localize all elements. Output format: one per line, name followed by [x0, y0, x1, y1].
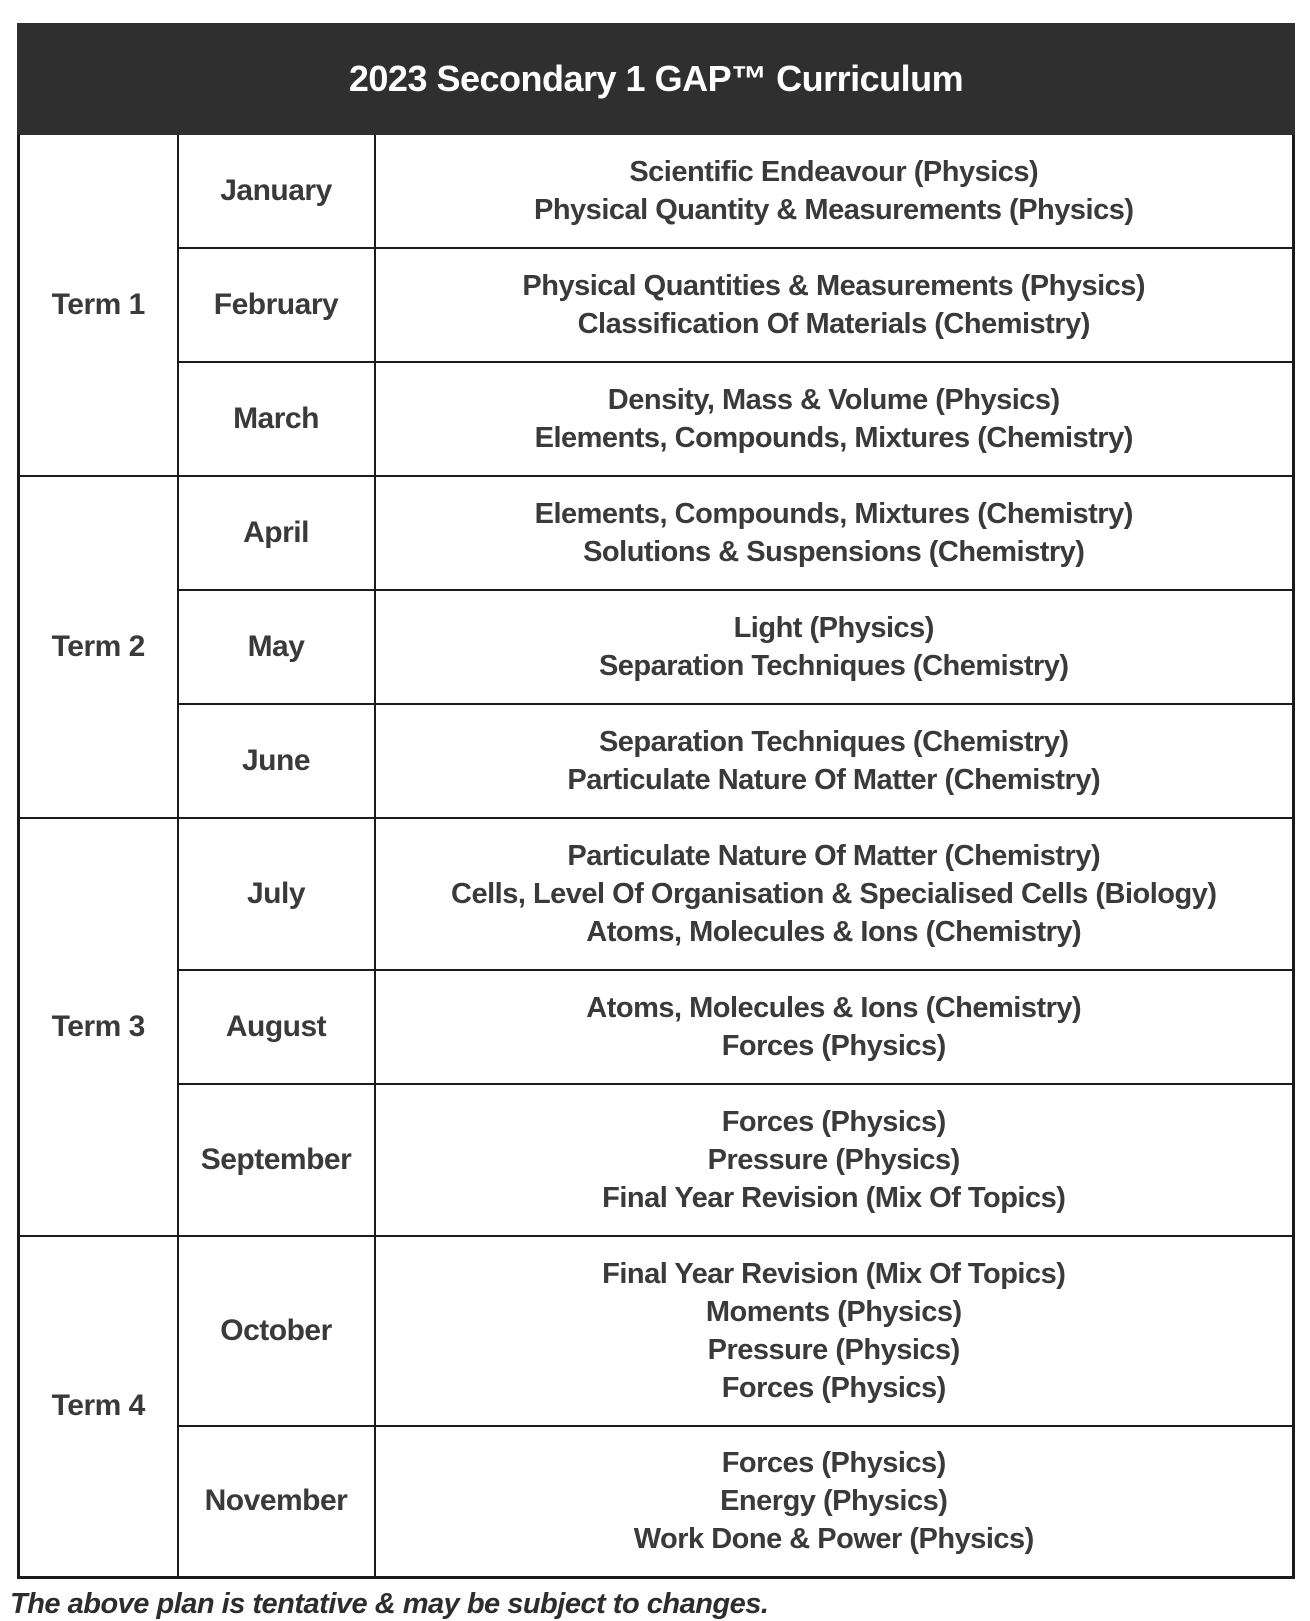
month-april: April [178, 476, 375, 590]
topic: Density, Mass & Volume (Physics) [607, 383, 1060, 416]
topic: Final Year Revision (Mix Of Topics) [602, 1181, 1066, 1214]
month-june: June [178, 704, 375, 818]
topics-august [375, 970, 1294, 1084]
month-october: October [178, 1236, 375, 1426]
topic: Elements, Compounds, Mixtures (Chemistry) [534, 421, 1133, 454]
topics-may [375, 590, 1294, 704]
footnote: The above plan is tentative & may be subject to changes. [10, 1588, 769, 1620]
table-row [19, 590, 1294, 704]
topic: Physical Quantity & Measurements (Physics) [534, 193, 1134, 226]
month-march: March [178, 362, 375, 476]
table-row [19, 134, 1294, 248]
topic: Cells, Level Of Organisation & Specialised Cells (Biology) [451, 877, 1217, 910]
month-august: August [178, 970, 375, 1084]
table-row [19, 362, 1294, 476]
topic: Light (Physics) [733, 611, 934, 644]
table-row [19, 1084, 1294, 1236]
topic: Forces (Physics) [721, 1371, 946, 1404]
topic: Scientific Endeavour (Physics) [629, 155, 1039, 188]
curriculum-table [17, 23, 1295, 1579]
topic: Atoms, Molecules & Ions (Chemistry) [586, 991, 1082, 1024]
topic: Atoms, Molecules & Ions (Chemistry) [586, 915, 1082, 948]
topic: Classification Of Materials (Chemistry) [577, 307, 1090, 340]
topics-november [375, 1426, 1294, 1578]
topics-june [375, 704, 1294, 818]
table-row [19, 476, 1294, 590]
term-1-label: Term 1 [19, 134, 178, 476]
topic: Moments (Physics) [705, 1295, 962, 1328]
topic: Pressure (Physics) [707, 1143, 960, 1176]
topic: Particulate Nature Of Matter (Chemistry) [567, 763, 1101, 796]
table-row [19, 818, 1294, 970]
table-row [19, 970, 1294, 1084]
topics-april [375, 476, 1294, 590]
topic: Forces (Physics) [721, 1029, 946, 1062]
topic: Forces (Physics) [721, 1105, 946, 1138]
table-row [19, 1236, 1294, 1426]
month-february: February [178, 248, 375, 362]
curriculum-page [0, 23, 1310, 1621]
topics-july [375, 818, 1294, 970]
term-4-label: Term 4 [19, 1236, 178, 1578]
month-july: July [178, 818, 375, 970]
topic: Pressure (Physics) [707, 1333, 960, 1366]
topic: Solutions & Suspensions (Chemistry) [583, 535, 1085, 568]
month-january: January [178, 134, 375, 248]
topics-february [375, 248, 1294, 362]
topic: Final Year Revision (Mix Of Topics) [602, 1257, 1066, 1290]
topics-january [375, 134, 1294, 248]
topic: Separation Techniques (Chemistry) [598, 649, 1069, 682]
term-2-label: Term 2 [19, 476, 178, 818]
page-title: 2023 Secondary 1 GAP™ Curriculum [19, 25, 1294, 134]
topic: Particulate Nature Of Matter (Chemistry) [567, 839, 1101, 872]
table-row [19, 248, 1294, 362]
header-row [19, 25, 1294, 134]
topic: Physical Quantities & Measurements (Physics) [522, 269, 1146, 302]
month-november: November [178, 1426, 375, 1578]
topic: Work Done & Power (Physics) [633, 1523, 1034, 1556]
term-3-label: Term 3 [19, 818, 178, 1236]
month-september: September [178, 1084, 375, 1236]
table-row [19, 704, 1294, 818]
topics-march [375, 362, 1294, 476]
topic: Energy (Physics) [720, 1485, 948, 1518]
month-may: May [178, 590, 375, 704]
table-row [19, 1426, 1294, 1578]
topic: Separation Techniques (Chemistry) [598, 725, 1069, 758]
topic: Elements, Compounds, Mixtures (Chemistry) [534, 497, 1133, 530]
topics-october [375, 1236, 1294, 1426]
topic: Forces (Physics) [721, 1447, 946, 1480]
topics-september [375, 1084, 1294, 1236]
